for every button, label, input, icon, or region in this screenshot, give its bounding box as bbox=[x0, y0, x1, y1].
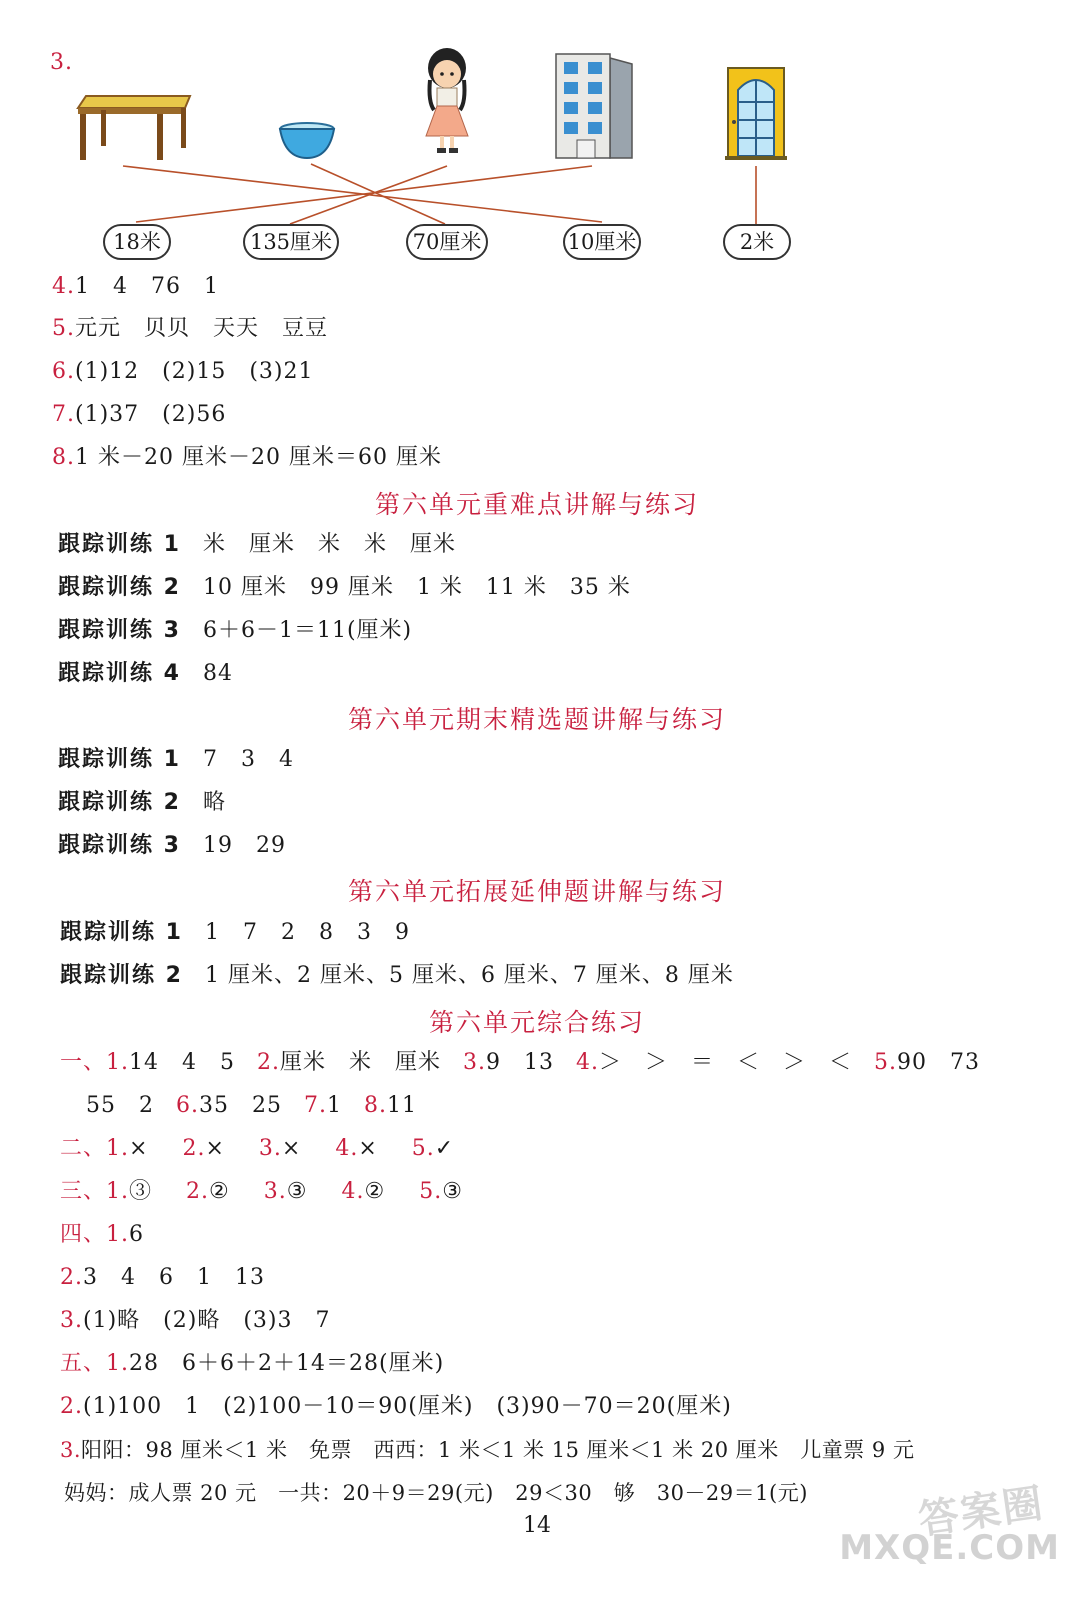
q3-label-10cm: 10厘米 bbox=[563, 224, 641, 260]
s1-row-label: 跟踪训练 1 bbox=[58, 532, 181, 557]
s2-row-label: 跟踪训练 1 bbox=[58, 747, 181, 772]
bowl-icon bbox=[280, 123, 334, 158]
part5-tag: 五、 bbox=[60, 1351, 107, 1376]
q3-label-2m: 2米 bbox=[723, 224, 791, 260]
item-number: 5. bbox=[874, 1050, 898, 1075]
s2-row bbox=[58, 831, 286, 861]
door-icon bbox=[725, 68, 787, 160]
s1-row-answer: 米 厘米 米 米 厘米 bbox=[202, 532, 456, 557]
part3-line bbox=[60, 1177, 463, 1207]
s3-row-answer: 1 厘米、2 厘米、5 厘米、6 厘米、7 厘米、8 厘米 bbox=[204, 963, 734, 988]
part5-line4 bbox=[64, 1478, 808, 1508]
item-answer: × bbox=[205, 1136, 225, 1161]
item-number: 4. bbox=[341, 1179, 365, 1204]
item-number: 5. bbox=[411, 1136, 435, 1161]
item-answer: × bbox=[129, 1136, 149, 1161]
item-answer: (1)略 (2)略 (3)3 7 bbox=[83, 1308, 331, 1333]
s3-row bbox=[60, 918, 410, 948]
building-icon bbox=[556, 54, 632, 158]
part5-line2 bbox=[60, 1392, 732, 1422]
item-answer: 3 4 6 1 13 bbox=[83, 1265, 265, 1290]
watermark-logo: 答案圈 bbox=[915, 1480, 1048, 1544]
part1-tag: 一、 bbox=[60, 1050, 107, 1075]
s1-row-label: 跟踪训练 2 bbox=[58, 575, 181, 600]
s2-row-answer: 19 29 bbox=[202, 833, 286, 858]
item-number: 4. bbox=[335, 1136, 359, 1161]
item-answer: ③ bbox=[129, 1179, 153, 1204]
part1-line1 bbox=[60, 1048, 980, 1078]
item-answer: 1 bbox=[327, 1093, 342, 1118]
item-answer: ② bbox=[209, 1179, 230, 1204]
q6-answer: (1)12 (2)15 (3)21 bbox=[75, 359, 314, 384]
s1-row-answer: 10 厘米 99 厘米 1 米 11 米 35 米 bbox=[202, 575, 631, 600]
item-number: 2. bbox=[257, 1050, 281, 1075]
item-number: 3. bbox=[463, 1050, 487, 1075]
q3-label-18m: 18米 bbox=[103, 224, 171, 260]
part5-line3 bbox=[60, 1435, 914, 1465]
s3-row-answer: 1 7 2 8 3 9 bbox=[204, 920, 410, 945]
item-answer: × bbox=[358, 1136, 378, 1161]
q3-label-70cm: 70厘米 bbox=[406, 224, 488, 260]
item-answer: 11 bbox=[387, 1093, 417, 1118]
item-answer: 9 13 bbox=[486, 1050, 555, 1075]
s1-row-label: 跟踪训练 4 bbox=[58, 661, 181, 686]
part1-line2 bbox=[86, 1091, 417, 1121]
item-number: 5. bbox=[419, 1179, 443, 1204]
s2-row bbox=[58, 788, 226, 818]
q3-number: 3. bbox=[50, 50, 73, 75]
item-answer: ＞ ＞ ＝ ＜ ＞ ＜ bbox=[599, 1050, 853, 1075]
q5-number: 5. bbox=[52, 316, 75, 341]
part2-line bbox=[60, 1134, 454, 1164]
item-answer: 28 6＋6＋2＋14＝28(厘米) bbox=[129, 1351, 445, 1376]
q7-answer: (1)37 (2)56 bbox=[75, 402, 227, 427]
item-number: 1. bbox=[106, 1222, 130, 1247]
s3-row bbox=[60, 961, 734, 991]
item-number: 3. bbox=[60, 1438, 82, 1462]
item-number: 1. bbox=[106, 1351, 130, 1376]
s3-row-label: 跟踪训练 1 bbox=[60, 920, 183, 945]
matching-lines bbox=[123, 164, 756, 224]
s1-row-answer: 6＋6－1＝11(厘米) bbox=[202, 618, 413, 643]
section-title-difficulty: 第六单元重难点讲解与练习 bbox=[374, 490, 699, 519]
s1-row-label: 跟踪训练 3 bbox=[58, 618, 181, 643]
section-title-extension: 第六单元拓展延伸题讲解与练习 bbox=[347, 877, 726, 906]
q8-number: 8. bbox=[52, 445, 75, 470]
item-answer: 6 bbox=[129, 1222, 145, 1247]
s2-row-label: 跟踪训练 3 bbox=[58, 833, 181, 858]
item-number: 6. bbox=[176, 1093, 199, 1118]
s2-row-answer: 7 3 4 bbox=[202, 747, 294, 772]
part3-tag: 三、 bbox=[60, 1179, 107, 1204]
part4-line1 bbox=[60, 1220, 144, 1250]
q5-answer: 元元 贝贝 天天 豆豆 bbox=[75, 316, 329, 341]
s1-row-answer: 84 bbox=[202, 661, 233, 686]
item-number: 1. bbox=[106, 1136, 130, 1161]
item-number: 3. bbox=[60, 1308, 83, 1333]
item-answer: 阳阳：98 厘米＜1 米 免票 西西：1 米＜1 米 15 厘米＜1 米 20 厘米 儿童票 9 元 bbox=[81, 1438, 915, 1462]
part2-tag: 二、 bbox=[60, 1136, 107, 1161]
q4-number: 4. bbox=[52, 274, 75, 299]
s1-row bbox=[58, 573, 631, 603]
item-answer: ③ bbox=[286, 1179, 308, 1204]
item-answer: 55 2 bbox=[86, 1093, 154, 1118]
q4-answer: 1 4 76 1 bbox=[75, 274, 219, 299]
item-number: 2. bbox=[182, 1136, 206, 1161]
q4-line bbox=[52, 272, 219, 302]
item-number: 2. bbox=[60, 1265, 83, 1290]
girl-icon bbox=[426, 48, 468, 153]
item-answer: (1)100 1 (2)100－10＝90(厘米) (3)90－70＝20(厘米) bbox=[83, 1394, 732, 1419]
s3-row-label: 跟踪训练 2 bbox=[60, 963, 183, 988]
part4-line2 bbox=[60, 1263, 265, 1293]
s1-row bbox=[58, 616, 412, 646]
table-icon bbox=[78, 96, 190, 160]
part4-line3 bbox=[60, 1306, 330, 1336]
watermark-url: MXQE.COM bbox=[839, 1528, 1060, 1568]
s2-row bbox=[58, 745, 294, 775]
q5-line bbox=[52, 314, 328, 344]
q8-answer: 1 米－20 厘米－20 厘米＝60 厘米 bbox=[75, 445, 442, 470]
item-number: 1. bbox=[106, 1179, 130, 1204]
item-answer: ③ bbox=[442, 1179, 463, 1204]
part5-line1 bbox=[60, 1349, 444, 1379]
item-answer: × bbox=[281, 1136, 302, 1161]
part4-tag: 四、 bbox=[60, 1222, 107, 1247]
item-number: 7. bbox=[304, 1093, 327, 1118]
item-number: 2. bbox=[186, 1179, 210, 1204]
q7-number: 7. bbox=[52, 402, 75, 427]
item-number: 1. bbox=[106, 1050, 130, 1075]
item-number: 3. bbox=[263, 1179, 287, 1204]
item-answer: ② bbox=[364, 1179, 386, 1204]
item-answer: 35 25 bbox=[199, 1093, 282, 1118]
item-answer: 14 4 5 bbox=[129, 1050, 236, 1075]
s1-row bbox=[58, 530, 456, 560]
s1-row bbox=[58, 659, 233, 689]
s2-row-label: 跟踪训练 2 bbox=[58, 790, 181, 815]
item-number: 2. bbox=[60, 1394, 83, 1419]
q3-illustration bbox=[0, 40, 1074, 230]
item-number: 8. bbox=[364, 1093, 387, 1118]
page-number: 14 bbox=[523, 1513, 551, 1538]
q6-number: 6. bbox=[52, 359, 75, 384]
q7-line bbox=[52, 400, 226, 430]
s2-row-answer: 略 bbox=[202, 790, 226, 815]
item-answer: ✓ bbox=[434, 1136, 455, 1161]
item-answer: 妈妈：成人票 20 元 一共：20＋9＝29(元) 29＜30 够 30－29＝1(元) bbox=[64, 1481, 808, 1505]
q3-label-135cm: 135厘米 bbox=[243, 224, 339, 260]
section-title-comprehensive: 第六单元综合练习 bbox=[428, 1008, 645, 1037]
item-answer: 厘米 米 厘米 bbox=[280, 1050, 442, 1075]
item-number: 3. bbox=[258, 1136, 282, 1161]
item-number: 4. bbox=[576, 1050, 600, 1075]
section-title-final-exam: 第六单元期末精选题讲解与练习 bbox=[347, 705, 726, 734]
q6-line bbox=[52, 357, 313, 387]
item-answer: 90 73 bbox=[897, 1050, 981, 1075]
q8-line bbox=[52, 443, 442, 473]
